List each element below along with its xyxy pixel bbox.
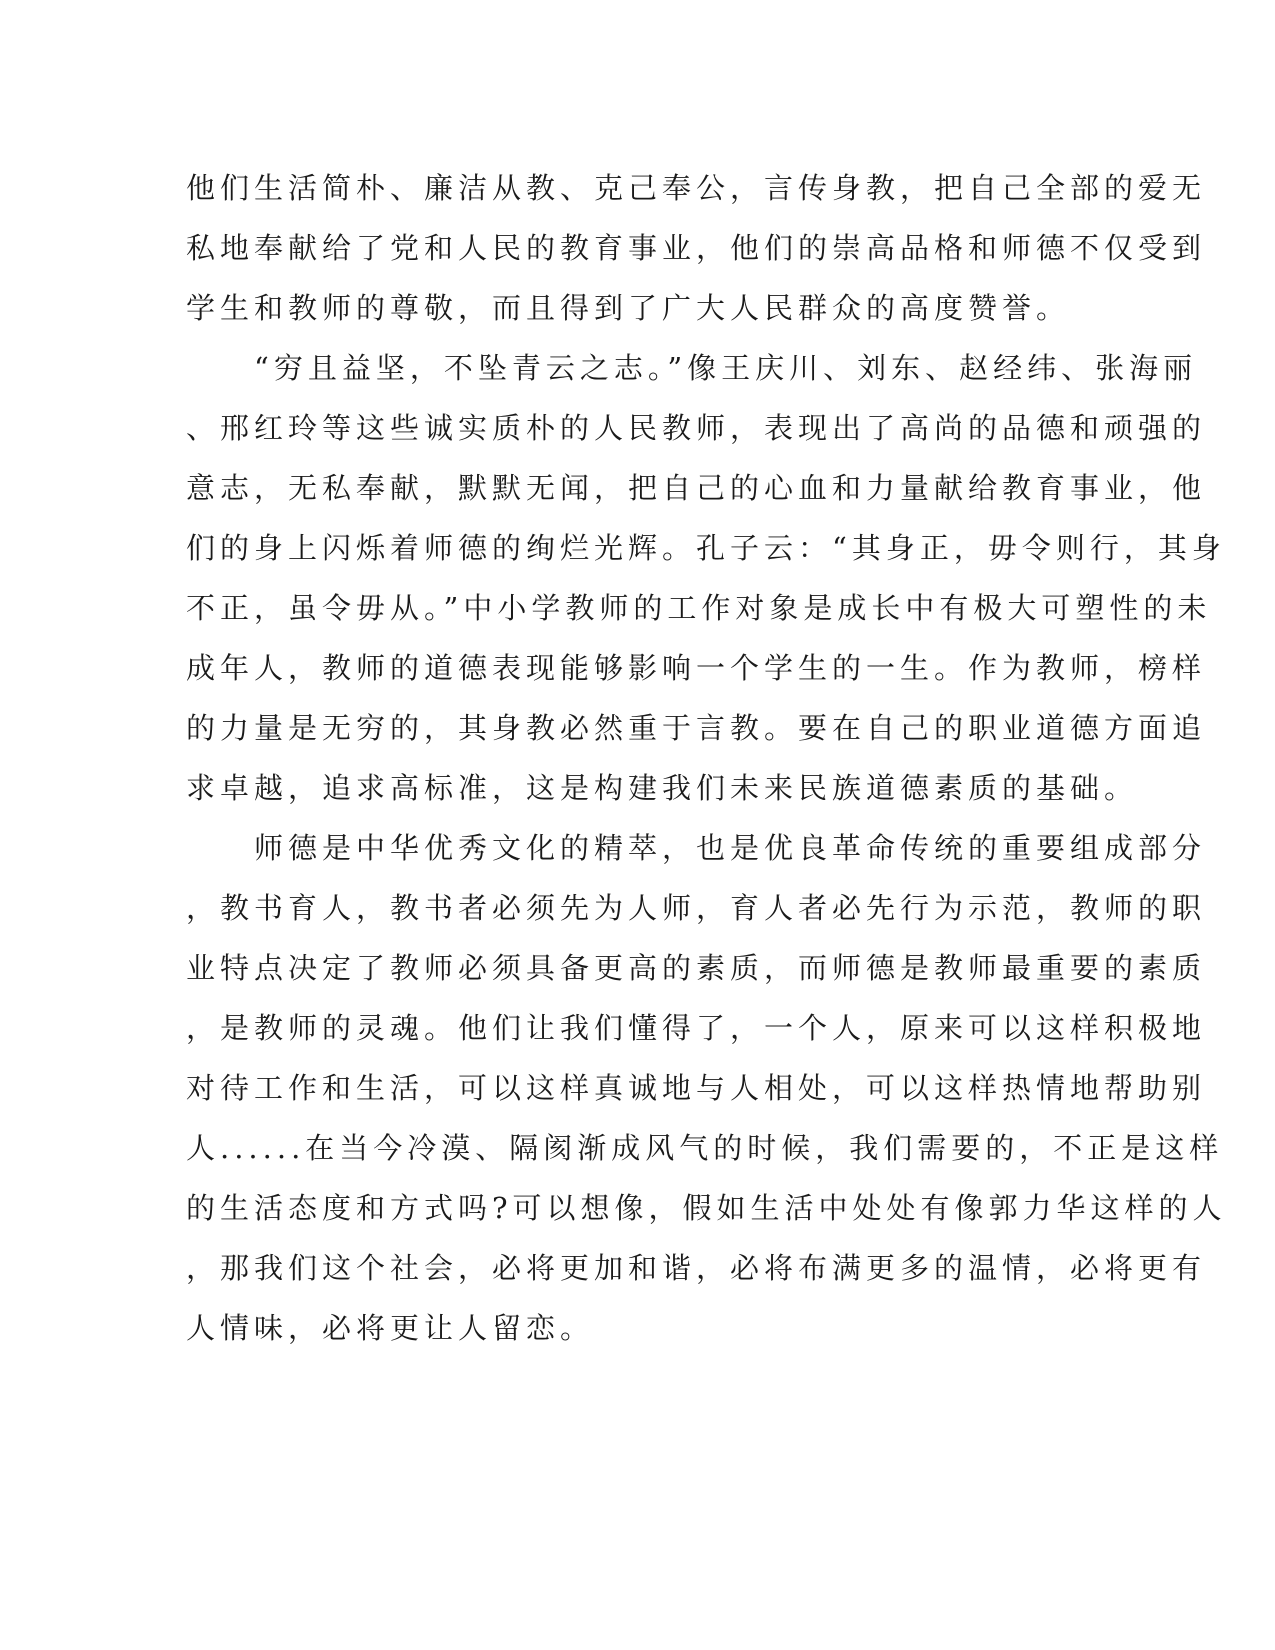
text-line: ，那我们这个社会，必将更加和谐，必将布满更多的温情，必将更有 bbox=[186, 1251, 1207, 1285]
text-line: 师德是中华优秀文化的精萃，也是优良革命传统的重要组成部分 bbox=[186, 831, 1207, 865]
text-line: 的力量是无穷的，其身教必然重于言教。要在自己的职业道德方面追 bbox=[186, 711, 1207, 745]
text-line: 不正，虽令毋从。”中小学教师的工作对象是成长中有极大可塑性的未 bbox=[186, 591, 1212, 625]
text-line: 的生活态度和方式吗?可以想像，假如生活中处处有像郭力华这样的人 bbox=[186, 1191, 1227, 1225]
paragraph-3 bbox=[186, 818, 1227, 1358]
document-body bbox=[186, 158, 1227, 1358]
text-line: 业特点决定了教师必须具备更高的素质，而师德是教师最重要的素质 bbox=[186, 951, 1207, 985]
text-line: ，教书育人，教书者必须先为人师，育人者必先行为示范，教师的职 bbox=[186, 891, 1207, 925]
text-line: 人......在当今冷漠、隔阂渐成风气的时候，我们需要的，不正是这样 bbox=[186, 1131, 1224, 1165]
text-line: 们的身上闪烁着师德的绚烂光辉。孔子云：“其身正，毋令则行，其身 bbox=[186, 531, 1226, 565]
text-line: 、邢红玲等这些诚实质朴的人民教师，表现出了高尚的品德和顽强的 bbox=[186, 411, 1207, 445]
text-line: 学生和教师的尊敬，而且得到了广大人民群众的高度赞誉。 bbox=[186, 291, 1071, 325]
text-line: 人情味，必将更让人留恋。 bbox=[186, 1311, 595, 1345]
text-line: 求卓越，追求高标准，这是构建我们未来民族道德素质的基础。 bbox=[186, 771, 1139, 805]
text-line: “穷且益坚，不坠青云之志。”像王庆川、刘东、赵经纬、张海丽 bbox=[186, 351, 1198, 385]
text-line: 私地奉献给了党和人民的教育事业，他们的崇高品格和师德不仅受到 bbox=[186, 231, 1207, 265]
paragraph-1 bbox=[186, 158, 1207, 338]
text-line: 他们生活简朴、廉洁从教、克己奉公，言传身教，把自己全部的爱无 bbox=[186, 171, 1207, 205]
text-line: 意志，无私奉献，默默无闻，把自己的心血和力量献给教育事业，他 bbox=[186, 471, 1207, 505]
text-line: 成年人，教师的道德表现能够影响一个学生的一生。作为教师，榜样 bbox=[186, 651, 1207, 685]
paragraph-2 bbox=[186, 338, 1226, 818]
text-line: 对待工作和生活，可以这样真诚地与人相处，可以这样热情地帮助别 bbox=[186, 1071, 1207, 1105]
text-line: ，是教师的灵魂。他们让我们懂得了，一个人，原来可以这样积极地 bbox=[186, 1011, 1207, 1045]
